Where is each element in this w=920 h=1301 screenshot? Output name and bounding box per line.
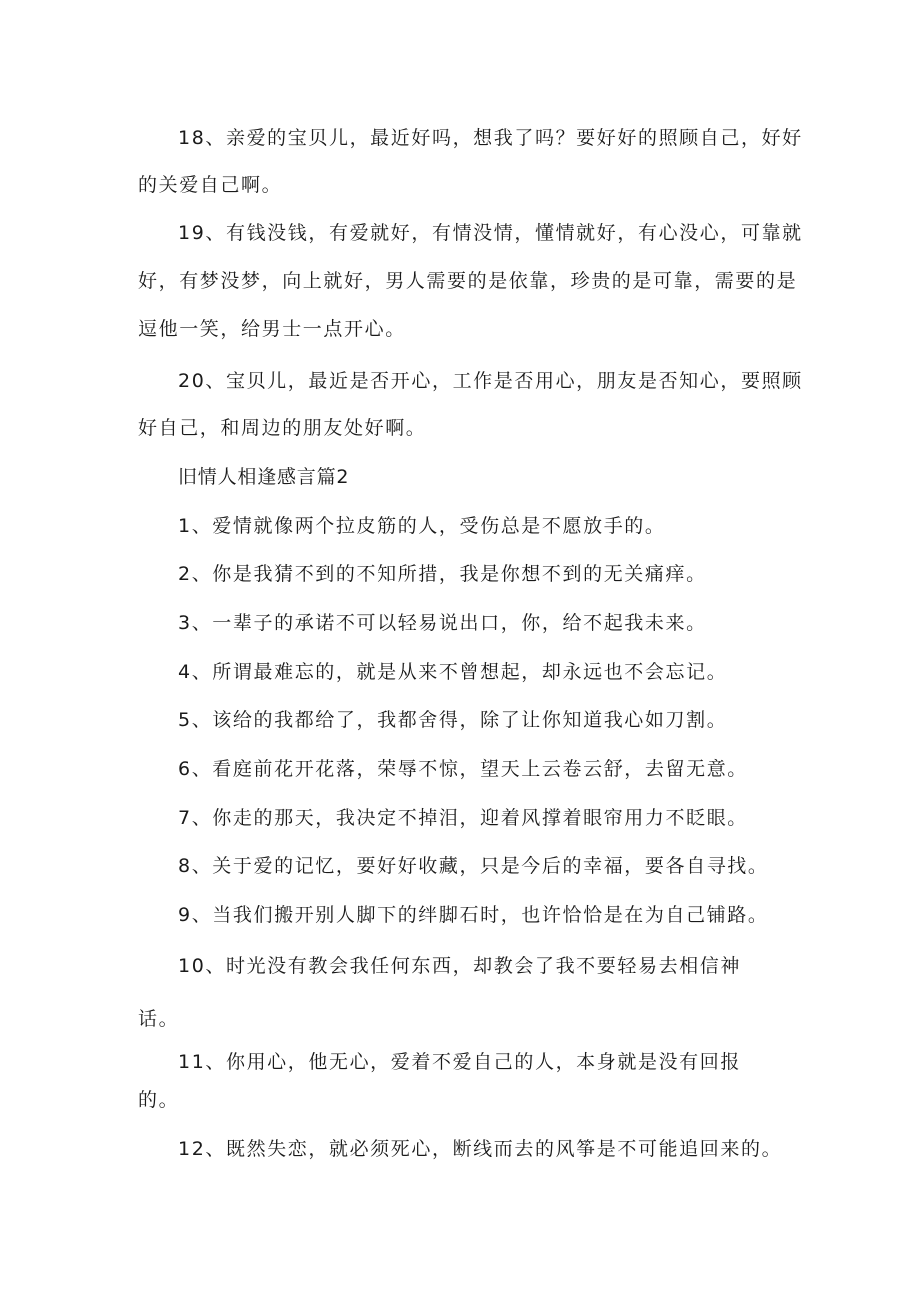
list-item-9: 9、当我们搬开别人脚下的绊脚石时，也许恰恰是在为自己铺路。: [178, 904, 769, 926]
list-item-10-line-2: 话。: [138, 1008, 180, 1030]
list-item-6: 6、看庭前花开花落，荣辱不惊，望天上云卷云舒，去留无意。: [178, 758, 748, 780]
paragraph-19-line-3: 逗他一笑，给男士一点开心。: [138, 318, 406, 340]
list-item-12: 12、既然失恋，就必须死心，断线而去的风筝是不可能追回来的。: [178, 1138, 783, 1160]
paragraph-19-line-2: 好，有梦没梦，向上就好，男人需要的是依靠，珍贵的是可靠，需要的是: [138, 270, 798, 292]
paragraph-18-line-1: 18、亲爱的宝贝儿，最近好吗，想我了吗？要好好的照顾自己，好好: [178, 127, 803, 149]
list-item-7: 7、你走的那天，我决定不掉泪，迎着风撑着眼帘用力不眨眼。: [178, 807, 748, 829]
paragraph-20-line-1: 20、宝贝儿，最近是否开心，工作是否用心，朋友是否知心，要照顾: [178, 370, 803, 392]
paragraph-18-line-2: 的关爱自己啊。: [138, 174, 283, 196]
list-item-5: 5、该给的我都给了，我都舍得，除了让你知道我心如刀割。: [178, 709, 728, 731]
list-item-10-line-1: 10、时光没有教会我任何东西，却教会了我不要轻易去相信神: [178, 955, 741, 977]
list-item-8: 8、关于爱的记忆，要好好收藏，只是今后的幸福，要各自寻找。: [178, 855, 769, 877]
list-item-3: 3、一辈子的承诺不可以轻易说出口，你，给不起我未来。: [178, 612, 707, 634]
list-item-2: 2、你是我猜不到的不知所措，我是你想不到的无关痛痒。: [178, 563, 707, 585]
list-item-1: 1、爱情就像两个拉皮筋的人，受伤总是不愿放手的。: [178, 515, 666, 537]
list-item-11-line-1: 11、你用心，他无心，爱着不爱自己的人，本身就是没有回报: [178, 1051, 741, 1073]
list-item-11-line-2: 的。: [138, 1089, 180, 1111]
section-heading: 旧情人相逢感言篇2: [178, 466, 350, 488]
paragraph-19-line-1: 19、有钱没钱，有爱就好，有情没情，懂情就好，有心没心，可靠就: [178, 222, 803, 244]
list-item-4: 4、所谓最难忘的，就是从来不曾想起，却永远也不会忘记。: [178, 661, 728, 683]
paragraph-20-line-2: 好自己，和周边的朋友处好啊。: [138, 417, 427, 439]
